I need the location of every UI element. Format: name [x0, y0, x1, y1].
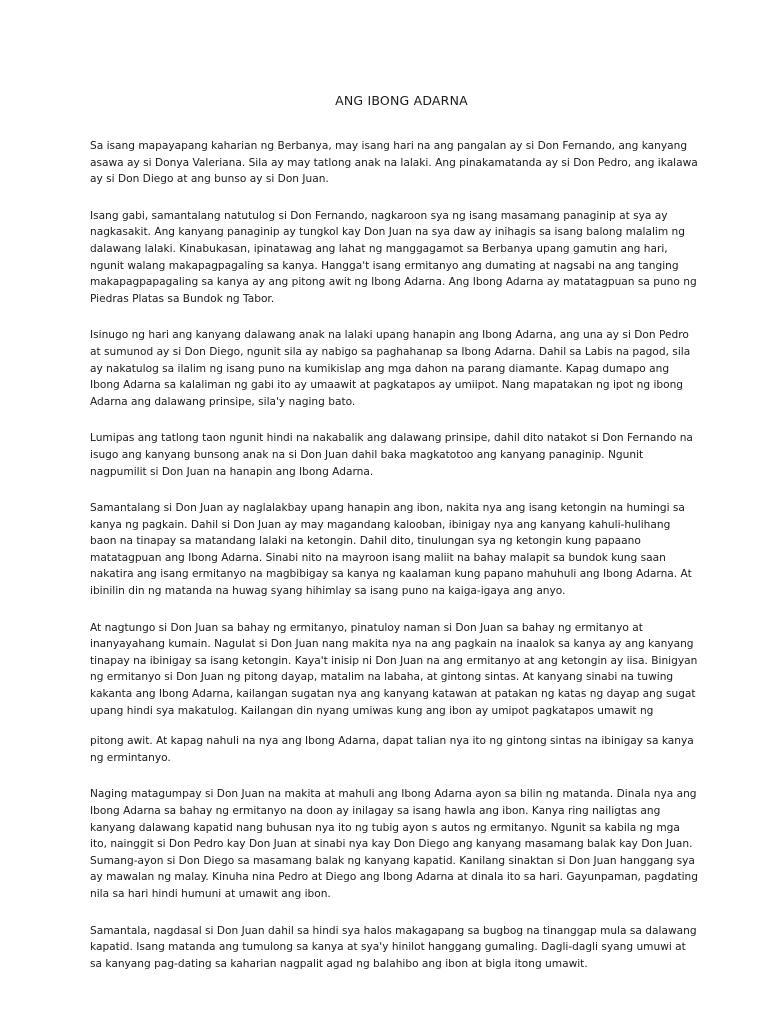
paragraph-1: Sa isang mapayapang kaharian ng Berbanya, may isang hari na ang pangalan ay si Don Fernando, ang kanyang asawa ay si Donya Valeriana. Sila ay may tatlong anak na lalaki. Ang pinakamatanda ay si Don Pedro, ang ikalawa ay si Don Diego at ang bunso ay si Don Juan. [90, 140, 698, 186]
paragraph-5: Samantalang si Don Juan ay naglalakbay upang hanapin ang ibon, nakita nya ang isang ketongin na humingi sa kanya ng pagkain. Dahil si Don Juan ay may magandang kalooban, ibinigay nya ang kanyang kahuli-hulihang baon na tinapay sa matandang lalaki na ketongin. Dahil dito, tinulungan sya ng ketongin kung papaano matatagpuan ang Ibong Adarna. Sinabi nito na mayroon isang maliit na bahay malapit sa bundok kung saan nakatira ang isang ermitanyo na magbibigay sa kanya ng kaalaman kung papano mahuhuli ang Ibong Adarna. At ibinilin din ng matanda na huwag syang hihimlay sa isang puno na kaiga-igaya ang anyo. [90, 502, 692, 598]
paragraph-3: Isinugo ng hari ang kanyang dalawang anak na lalaki upang hanapin ang Ibong Adarna, ang una ay si Don Pedro at sumunod ay si Don Diego, ngunit sila ay nabigo sa paghahanap sa Ibong Adarna. Dahil sa Labis na pagod, sila ay nakatulog sa ilalim ng isang puno na kumikislap ang mga dahon na parang diamante. Kapag dumapo ang Ibong Adarna sa kalaliman ng gabi ito ay umaawit at pagkatapos ay umiipot. Nang mapatakan ng ipot ng ibong Adarna ang dalawang prinsipe, sila'y naging bato. [90, 329, 691, 408]
paragraph-4: Lumipas ang tatlong taon ngunit hindi na nakabalik ang dalawang prinsipe, dahil dito natakot si Don Fernando na isugo ang kanyang bunsong anak na si Don Juan dahil baka magkatotoo ang kanyang panaginip. Ngunit nagpumilit si Don Juan na hanapin ang Ibong Adarna. [90, 432, 693, 478]
paragraph-2: Isang gabi, samantalang natutulog si Don Fernando, nagkaroon sya ng isang masamang panaginip at sya ay nagkasakit. Ang kanyang panaginip ay tungkol kay Don Juan na sya daw ay inihagis sa isang balong malalim ng dalawang lalaki. Kinabukasan, ipinatawag ang lahat ng manggagamot sa Berbanya upang gamutin ang hari, ngunit walang makapagpagaling sa kanya. Hangga't isang ermitanyo ang dumating at nagsabi na ang tanging makapagpapagaling sa kanya ay ang pitong awit ng Ibong Adarna. Ang Ibong Adarna ay matatagpuan sa puno ng Piedras Platas sa Bundok ng Tabor. [90, 209, 697, 305]
paragraph-9: Samantala, nagdasal si Don Juan dahil sa hindi sya halos makagapang sa bugbog na tinanggap mula sa dalawang kapatid. Isang matanda ang tumulong sa kanya at sya'y hinilot hanggang gumaling. Dagli-dagli syang umuwi at sa kanyang pag-dating sa kaharian nagpalit agad ng balahibo ang ibon at bigla itong umawit. [90, 924, 697, 970]
document-title: ANG IBONG ADARNA [335, 93, 468, 108]
paragraph-8: Naging matagumpay si Don Juan na makita at mahuli ang Ibong Adarna ayon sa bilin ng matanda. Dinala nya ang Ibong Adarna sa bahay ng ermitanyo na doon ay inilagay sa isang hawla ang ibon. Kanya ring nailigtas ang kanyang dalawang kapatid nang buhusan nya ito ng tubig ayon s autos ng ermitanyo. Ngunit sa kabila ng mga ito, nainggit si Don Pedro kay Don Juan at sinabi nya kay Don Diego ang kanyang masamang balak kay Don Juan. Sumang-ayon si Don Diego sa masamang balak ng kanyang kapatid. Kanilang sinaktan si Don Juan hanggang sya ay mawalan ng malay. Kinuha nina Pedro at Diego ang Ibong Adarna at dinala ito sa hari. Gayunpaman, pagdating nila sa hari hindi humuni at umawit ang ibon. [90, 788, 698, 900]
paragraph-7: pitong awit. At kapag nahuli na nya ang Ibong Adarna, dapat talian nya ito ng gintong sintas na ibinigay sa kanya ng ermintanyo. [90, 735, 694, 764]
paragraph-6: At nagtungo si Don Juan sa bahay ng ermitanyo, pinatuloy naman si Don Juan sa bahay ng ermitanyo at inanyayahang kumain. Nagulat si Don Juan nang makita nya na ang pagkain na inaalok sa kanya ay ang kanyang tinapay na ibinigay sa isang ketongin. Kaya't inisip ni Don Juan na ang ermitanyo at ang ketongin ay iisa. Binigyan ng ermitanyo si Don Juan ng pitong dayap, matalim na labaha, at gintong sintas. At kanyang sinabi na tuwing kakanta ang Ibong Adarna, kailangan sugatan nya ang kanyang katawan at patakan ng katas ng dayap ang sugat upang hindi sya makatulog. Kailangan din nyang umiwas kung ang ibon ay umipot pagkatapos umawit ng [90, 621, 698, 717]
